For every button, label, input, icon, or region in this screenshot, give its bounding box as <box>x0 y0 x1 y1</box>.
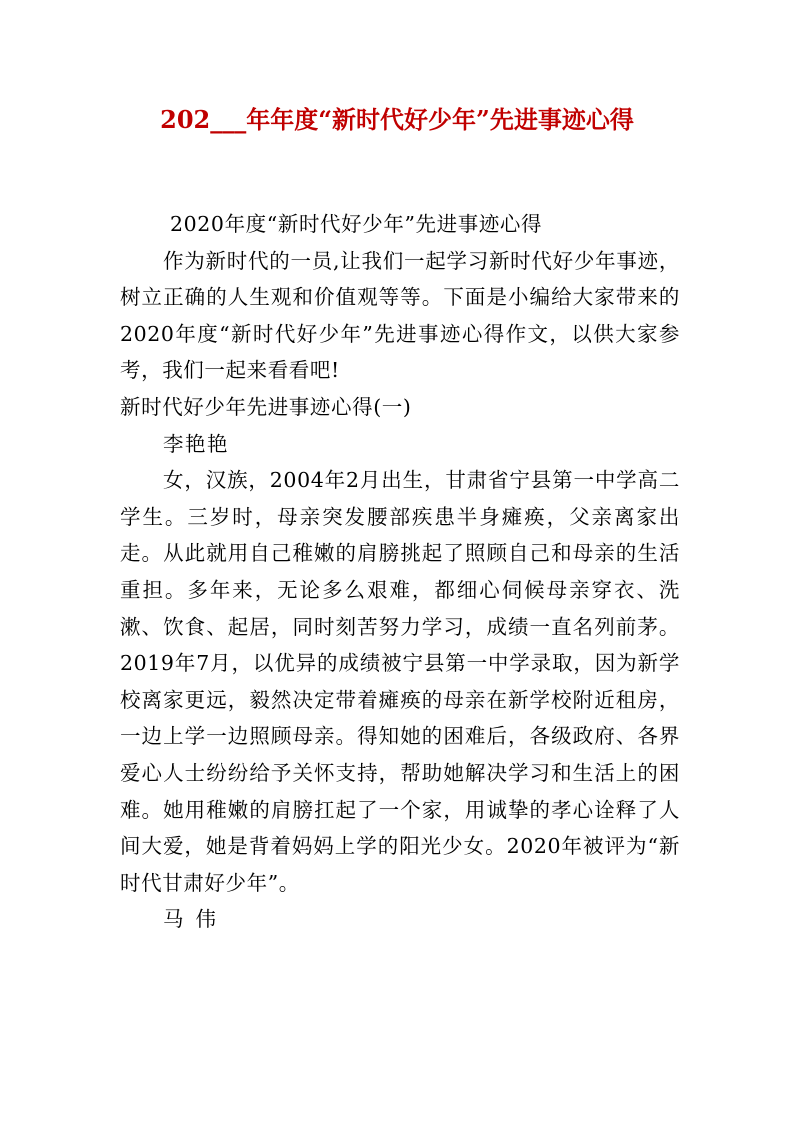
intro-paragraph: 作为新时代的一员,让我们一起学习新时代好少年事迹，树立正确的人生观和价值观等等。下面是小编给大家带来的2020年度“新时代好少年”先进事迹心得作文，以供大家参考，我们一起来看看吧! <box>120 248 680 383</box>
subheading: 2020年度“新时代好少年”先进事迹心得 <box>170 212 543 236</box>
person-name-1: 李艳艳 <box>163 431 229 456</box>
document-title: 202___年年度“新时代好少年”先进事迹心得 <box>160 105 634 134</box>
document-body <box>120 206 680 938</box>
person-name-2: 马伟 <box>163 907 228 932</box>
person-bio-1: 女，汉族，2004年2月出生，甘肃省宁县第一中学高二学生。三岁时，母亲突发腰部疾患半身瘫痪，父亲离家出走。从此就用自己稚嫩的肩膀挑起了照顾自己和母亲的生活重担。多年来，无论多么艰难，都细心伺候母亲穿衣、洗漱、饮食、起居，同时刻苦努力学习，成绩一直名列前茅。2019年7月，以优异的成绩被宁县第一中学录取，因为新学校离家更远，毅然决定带着瘫痪的母亲在新学校附近租房，一边上学一边照顾母亲。得知她的困难后，各级政府、各界爱心人士纷纷给予关怀支持，帮助她解决学习和生活上的困难。她用稚嫩的肩膀扛起了一个家，用诚挚的孝心诠释了人间大爱，她是背着妈妈上学的阳光少女。2020年被评为“新时代甘肃好少年”。 <box>120 468 680 895</box>
section-heading: 新时代好少年先进事迹心得(一) <box>120 394 412 419</box>
